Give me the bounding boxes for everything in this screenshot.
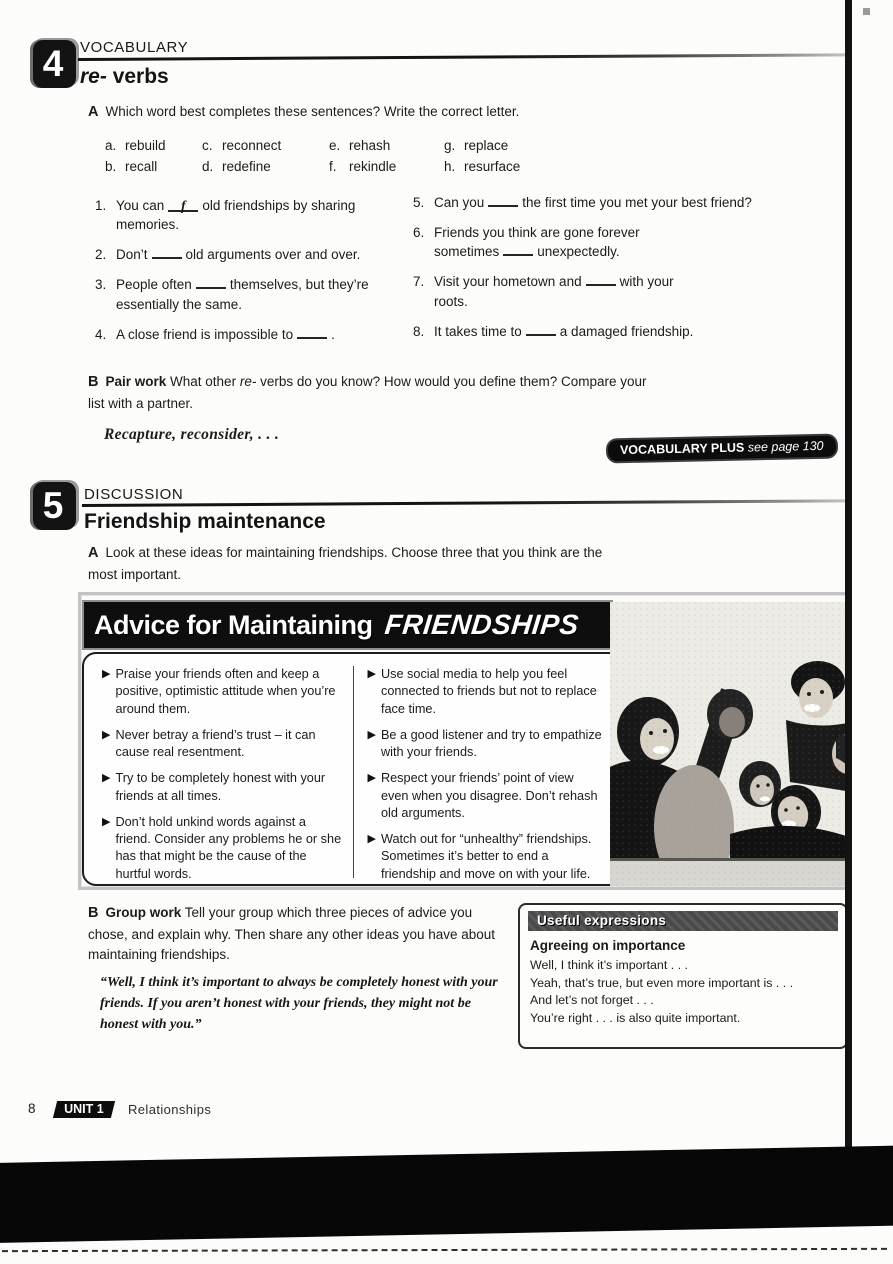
part-a-label: A [88,545,99,561]
word-option: a. rebuild [105,138,166,153]
fill-in-sentence: 5. Can you the first time you met your best friend? [413,195,752,210]
advice-item: ▶ Use social media to help you feel connected to friends but not to replace face time. [368,666,604,718]
arrow-bullet-icon: ▶ [367,833,376,846]
fill-in-sentence: 7. Visit your hometown and with your roots. [413,274,674,309]
advice-item: ▶ Respect your friends’ point of view even when you disagree. Don’t rehash old arguments. [368,770,604,822]
word-option: b. recall [105,159,158,174]
part-b-label: B [88,905,99,921]
word-option: c. reconnect [202,138,282,153]
expression-line: You’re right . . . is also quite important. [530,1010,741,1025]
part-b-label: B [88,374,99,390]
section-5-number-badge [30,482,76,530]
section-4-number-badge [30,40,76,88]
section-number: 4 [42,43,64,84]
answer-blank[interactable] [503,243,533,256]
advice-feature-box [78,592,852,890]
answer-blank[interactable] [488,194,518,207]
fill-in-sentence: 1. You can f old friendships by sharing memories. [95,198,356,233]
arrow-bullet-icon: ▶ [367,772,376,785]
arrow-bullet-icon: ▶ [367,668,376,680]
re-italic: re- [239,374,257,389]
expression-line: Yeah, that’s true, but even more important is . . . [530,975,794,990]
unit-badge: UNIT 1 [55,1100,113,1118]
advice-item: ▶ Never betray a friend’s trust – it can cause real resentment. [102,727,345,762]
vocabulary-plus-badge[interactable]: VOCABULARY PLUS see page 130 [608,436,836,462]
section-5-part-a [88,543,628,585]
expressions-heading: Agreeing on importance [530,938,686,953]
sentences-column-left [95,196,413,355]
arrow-bullet-icon: ▶ [102,728,111,741]
fill-in-sentence: 2. Don’t old arguments over and over. [95,247,361,263]
friends-photo [610,602,852,886]
advice-item: ▶ Try to be completely honest with your friends at all times. [102,770,345,805]
word-option: e. rehash [329,138,391,153]
word-options-list [105,138,584,174]
part-a-label: A [88,104,99,120]
expression-line: And let’s not forget . . . [530,993,654,1008]
answer-blank[interactable] [152,246,182,259]
sentences-column-right [413,193,838,352]
section-4-subheading [80,65,169,89]
answer-blank[interactable] [196,276,226,289]
advice-column-right [353,666,612,881]
scan-dashed-line [2,1248,887,1252]
word-option: g. replace [444,138,509,153]
fill-in-sentence: 8. It takes time to a damaged friendship. [413,323,694,339]
subheading-rest: verbs [112,65,169,88]
section-number: 5 [42,485,64,526]
advice-item: ▶ Praise your friends often and keep a positive, optimistic attitude when you’re around them. [102,666,345,718]
advice-title-main: Advice for Maintaining [94,609,373,640]
fill-in-sentence: 4. A close friend is impossible to . [95,326,335,342]
advice-item: ▶ Don’t hold unkind words against a friend. Consider any problems he or she has that might be the cause of the hurtful words. [102,814,345,883]
useful-expressions-box [518,903,848,1049]
advice-bullets-box [82,652,623,886]
unit-title: Relationships [128,1102,212,1117]
pair-work-title: Pair work [105,374,167,389]
word-option: d. redefine [202,159,271,174]
part-a-instructions: Look at these ideas for maintaining friendships. Choose three that you think are the most important. [88,545,603,582]
advice-item: ▶ Be a good listener and try to empathize with your friends. [368,727,604,762]
scan-speck [863,8,870,15]
useful-expressions-header: Useful expressions [528,911,838,931]
page-number: 8 [28,1101,36,1116]
arrow-bullet-icon: ▶ [102,772,111,785]
section-4-heading: VOCABULARY [80,39,189,56]
section-5-heading: DISCUSSION [84,486,184,503]
section-5-subheading: Friendship maintenance [84,510,326,533]
answer-blank[interactable] [526,323,556,336]
subheading-italic-part: re- [80,65,107,88]
advice-title-bar [82,600,613,650]
section-4-part-a [88,102,728,124]
arrow-bullet-icon: ▶ [102,668,111,680]
advice-column-left [94,666,353,881]
advice-item: ▶ Watch out for “unhealthy” friendships. Sometimes it’s better to end a friendship and move on with your life. [368,831,604,883]
group-work-title: Group work [105,905,182,920]
fill-in-sentence: 3. People often themselves, but they’re essentially the same. [95,277,369,312]
answer-blank[interactable] [586,273,616,286]
arrow-bullet-icon: ▶ [367,728,376,741]
section-5-part-b [88,903,508,965]
answer-blank[interactable] [297,326,327,339]
section-4-rule [78,53,845,61]
expression-line: Well, I think it’s important . . . [530,958,688,972]
example-answer: Recapture, reconsider, . . . [104,426,280,443]
advice-title-accent: FRIENDSHIPS [382,609,580,640]
word-option: f. rekindle [329,159,397,174]
word-option: h. resurface [444,159,521,174]
section-5-rule [82,499,845,507]
scan-bottom-band [0,1145,893,1242]
student-quote: “Well, I think it’s important to always be completely honest with your friends. If you aren’t honest with your friends, they might not be honest with you.” [100,975,498,1032]
arrow-bullet-icon: ▶ [102,815,111,828]
group-work-text: Tell your group which three pieces of advice you chose, and explain why. Then share any other ideas you have about maintaining friendships. [88,905,496,962]
scan-edge-bar [845,0,852,1150]
section-4-part-b: B Pair work What other re- verbs do you know? How would you define them? Compare your list with a partner. [88,374,647,411]
answer-blank[interactable]: f [168,199,198,212]
part-a-instructions: Which word best completes these sentences? Write the correct letter. [105,104,520,119]
fill-in-sentence: 6. Friends you think are gone forever sometimes unexpectedly. [413,225,640,260]
